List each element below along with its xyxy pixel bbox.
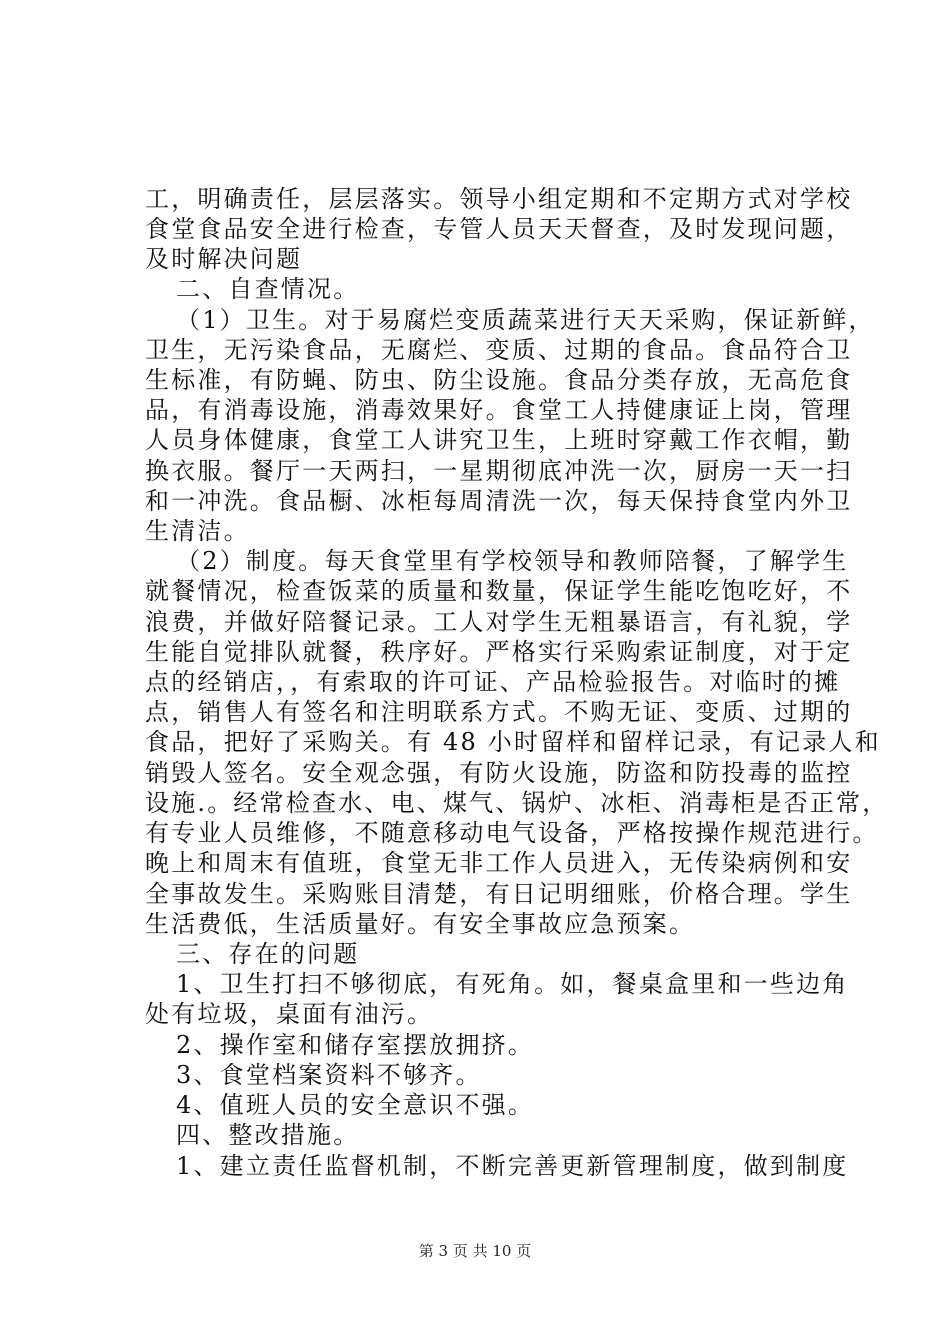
body-text-line: 2、操作室和储存室摆放拥挤。 [176, 1031, 535, 1059]
body-text-line: 销毁人签名。安全观念强，有防火设施，防盗和防投毒的监控 [145, 759, 853, 787]
body-text-line: 设施.。经常检查水、电、煤气、锅炉、冰柜、消毒柜是否正常， [145, 789, 889, 817]
body-text-line: 工，明确责任，层层落实。领导小组定期和不定期方式对学校 [145, 185, 853, 213]
body-text-line: 点，销售人有签名和注明联系方式。不购无证、变质、过期的 [145, 698, 853, 726]
body-text-line: 人员身体健康，食堂工人讲究卫生，上班时穿戴工作衣帽，勤 [145, 426, 853, 454]
body-text-line: （1）卫生。对于易腐烂变质蔬菜进行天天采购，保证新鲜， [176, 306, 875, 334]
body-text-line: 及时解决问题 [145, 245, 303, 273]
body-text-line: 点的经销店，，有索取的许可证、产品检验报告。对临时的摊 [145, 668, 841, 696]
body-text-line: 换衣服。餐厅一天两扫，一星期彻底冲洗一次，厨房一天一扫 [145, 457, 853, 485]
body-text-line: （2）制度。每天食堂里有学校领导和教师陪餐，了解学生 [176, 547, 849, 575]
body-text-line: 品，有消毒设施，消毒效果好。食堂工人持健康证上岗，管理 [145, 396, 853, 424]
section-heading-problems: 三、存在的问题 [176, 940, 360, 968]
body-text-line: 生标准，有防蝇、防虫、防尘设施。食品分类存放，无高危食 [145, 366, 853, 394]
body-text-line: 3、食堂档案资料不够齐。 [176, 1061, 482, 1089]
section-heading-measures: 四、整改措施。 [176, 1121, 360, 1149]
body-text-line: 和一冲洗。食品橱、冰柜每周清洗一次，每天保持食堂内外卫 [145, 487, 853, 515]
body-text-line: 生能自觉排队就餐，秩序好。严格实行采购索证制度，对于定 [145, 638, 853, 666]
body-text-line: 就餐情况，检查饭菜的质量和数量，保证学生能吃饱吃好，不 [145, 577, 853, 605]
body-text-line: 有专业人员维修，不随意移动电气设备，严格按操作规范进行。 [145, 819, 879, 847]
body-text-line: 1、建立责任监督机制，不断完善更新管理制度，做到制度 [176, 1152, 849, 1180]
body-text-line: 全事故发生。采购账目清楚，有日记明细账，价格合理。学生 [145, 880, 853, 908]
body-text-line: 食品，把好了采购关。有 48 小时留样和留样记录，有记录人和 [145, 728, 881, 756]
body-text-line: 4、值班人员的安全意识不强。 [176, 1091, 535, 1119]
section-heading-self-inspection: 二、自查情况。 [176, 275, 360, 303]
body-text-line: 浪费，并做好陪餐记录。工人对学生无粗暴语言，有礼貌，学 [145, 608, 853, 636]
body-text-line: 晚上和周末有值班，食堂无非工作人员进入，无传染病例和安 [145, 849, 853, 877]
body-text-line: 1、卫生打扫不够彻底，有死角。如，餐桌盒里和一些边角 [176, 970, 849, 998]
body-text-line: 生清洁。 [145, 517, 250, 545]
body-text-line: 处有垃圾，桌面有油污。 [145, 1000, 434, 1028]
body-text-line: 食堂食品安全进行检查，专管人员天天督查，及时发现问题， [145, 215, 853, 243]
body-text-line: 生活费低，生活质量好。有安全事故应急预案。 [145, 910, 696, 938]
body-text-line: 卫生，无污染食品，无腐烂、变质、过期的食品。食品符合卫 [145, 336, 853, 364]
page-number-footer: 第 3 页 共 10 页 [418, 1242, 532, 1260]
